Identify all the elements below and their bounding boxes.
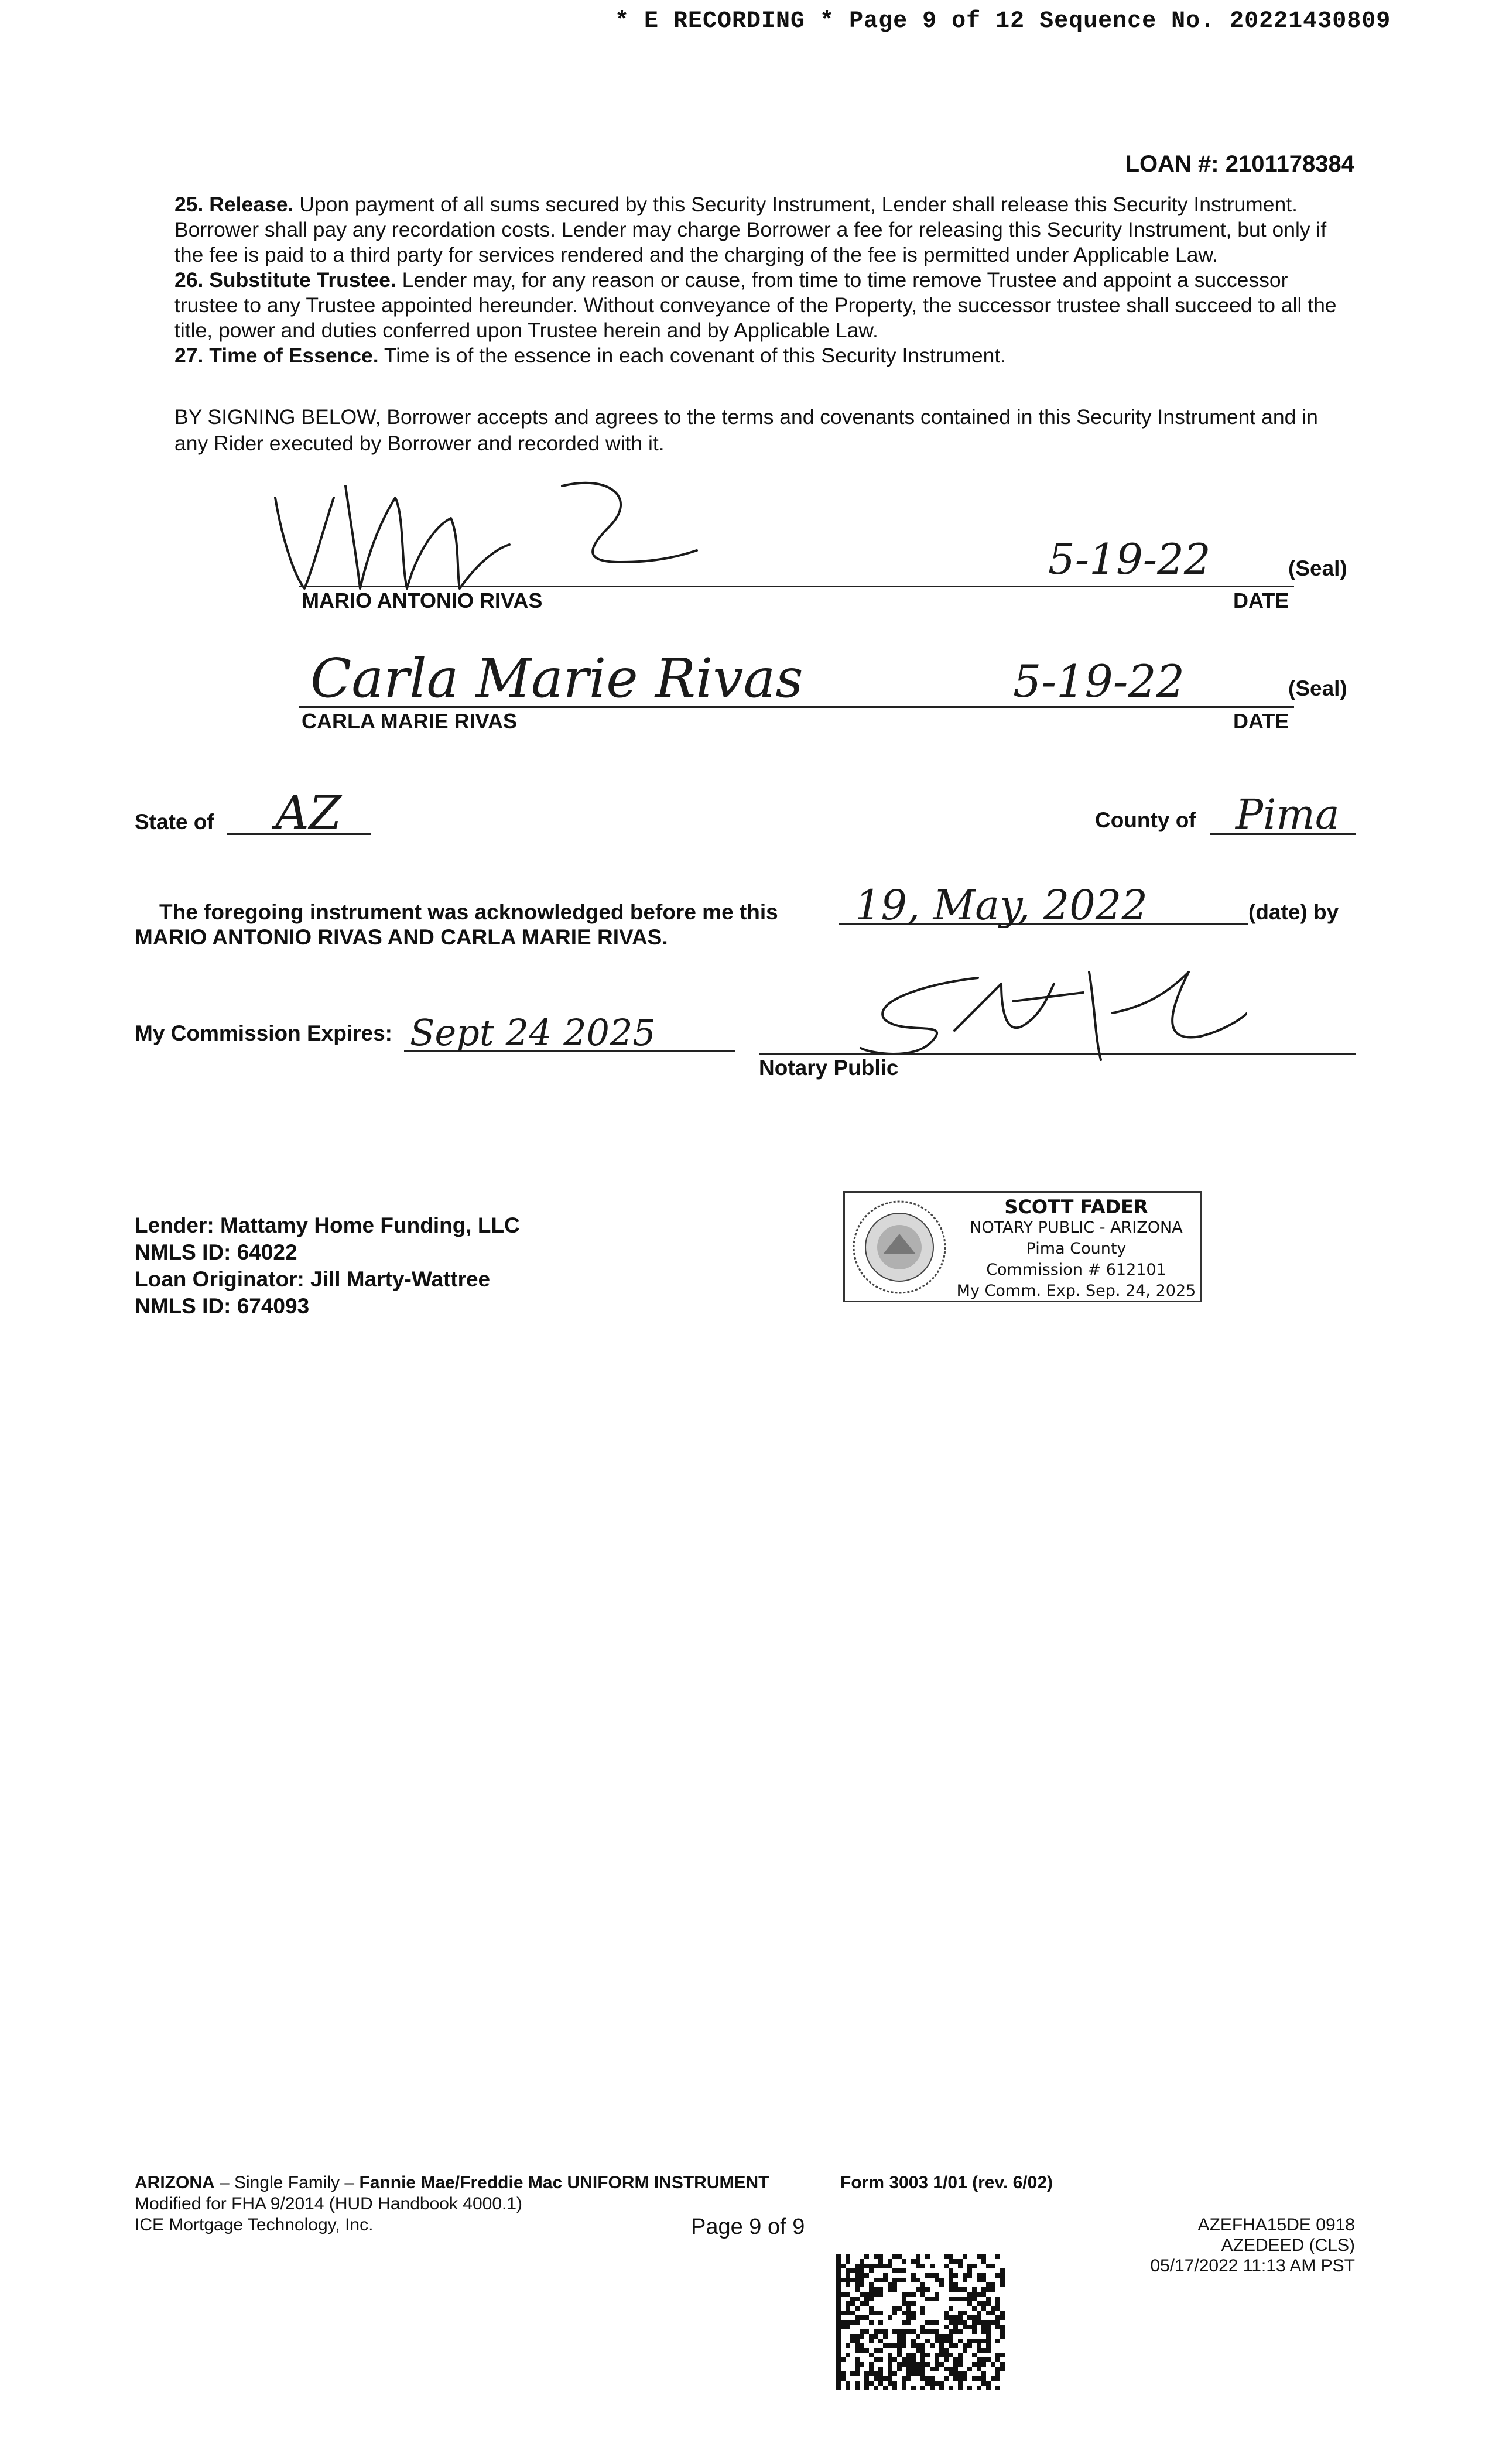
carla-name: CARLA MARIE RIVAS <box>302 709 517 733</box>
acknowledged-parties: MARIO ANTONIO RIVAS AND CARLA MARIE RIVAS. <box>135 925 668 949</box>
stamp-commission: Commission # 612101 <box>986 1261 1166 1279</box>
notary-stamp <box>843 1191 1202 1302</box>
svg-text:Sept 24 2025: Sept 24 2025 <box>410 1011 656 1051</box>
svg-text:AZ: AZ <box>275 785 342 834</box>
section-title: Substitute Trustee. <box>209 268 396 292</box>
acknowledged-date-handwritten <box>843 872 1253 931</box>
stamp-title: NOTARY PUBLIC - ARIZONA <box>970 1219 1183 1237</box>
covenant-sections <box>135 192 1355 368</box>
lender-nmls: NMLS ID: 64022 <box>135 1240 297 1264</box>
section-title: Time of Essence. <box>209 344 379 367</box>
carla-date-handwritten <box>1007 650 1288 711</box>
county-label: County of <box>1095 808 1196 832</box>
carla-date-label: DATE <box>1233 709 1289 733</box>
signing-statement: BY SIGNING BELOW, Borrower accepts and agrees to the terms and covenants contained in this Security Instrument and in any Rider executed by Borrower and recorded with it. <box>174 405 1318 455</box>
loan-originator: Loan Originator: Jill Marty-Wattree <box>135 1267 491 1291</box>
carla-signature-image <box>304 644 890 711</box>
svg-text:19, May, 2022: 19, May, 2022 <box>855 881 1148 928</box>
footer-line2: Modified for FHA 9/2014 (HUD Handbook 4000.1) <box>135 2194 523 2213</box>
mario-signature-image <box>258 463 703 603</box>
arizona-seal-icon <box>851 1199 948 1296</box>
mario-date-handwritten <box>1036 533 1300 588</box>
stamp-county: Pima County <box>1026 1240 1127 1258</box>
notary-signature-image <box>837 960 1247 1066</box>
section-27: 27. Time of Essence. Time is of the essence in each covenant of this Security Instrument. <box>174 344 1007 367</box>
state-label: State of <box>135 810 214 834</box>
commission-label: My Commission Expires: <box>135 1021 393 1045</box>
mario-signature-line <box>299 586 1294 587</box>
lender-info <box>135 1212 520 1320</box>
footer-line3: ICE Mortgage Technology, Inc. <box>135 2215 374 2234</box>
recording-header: * E RECORDING * Page 9 of 12 Sequence No. 20221430809 <box>615 8 1391 35</box>
svg-text:Carla Marie Rivas: Carla Marie Rivas <box>310 647 803 709</box>
loan-number: LOAN #: 2101178384 <box>1125 151 1354 177</box>
section-title: Release. <box>209 193 294 216</box>
footer-timestamp: 05/17/2022 11:13 AM PST <box>1150 2256 1355 2275</box>
svg-text:Pima: Pima <box>1236 790 1340 834</box>
footer-form: Form 3003 1/01 (rev. 6/02) <box>840 2173 1053 2192</box>
section-25: 25. Release. Upon payment of all sums secured by this Security Instrument, Lender shall release this Security Instrument. Borrower shall pay any recordation costs. Lender may charge Borrower a fee for releasing this Security Instrument, but only if the fee is paid to a third party for services rendered and the charging of the fee is permitted under Applicable Law. <box>174 193 1327 266</box>
carla-signature-line <box>299 706 1294 708</box>
acknowledged-text: The foregoing instrument was acknowledged before me this <box>159 900 778 924</box>
date-suffix: (date) by <box>1248 900 1339 924</box>
state-value-handwritten <box>269 779 375 837</box>
carla-seal: (Seal) <box>1288 676 1347 700</box>
originator-nmls: NMLS ID: 674093 <box>135 1294 310 1318</box>
barcode-icon <box>836 2254 1005 2390</box>
svg-text:5-19-22: 5-19-22 <box>1048 535 1211 584</box>
footer-code2: AZEDEED (CLS) <box>1221 2236 1355 2255</box>
footer-left <box>135 2172 769 2236</box>
footer-right <box>1150 2215 1355 2276</box>
svg-text:5-19-22: 5-19-22 <box>1013 655 1185 707</box>
footer-page: Page 9 of 9 <box>691 2215 805 2239</box>
footer-code1: AZEFHA15DE 0918 <box>1197 2215 1355 2234</box>
stamp-name: SCOTT FADER <box>1004 1196 1148 1218</box>
notary-public-label: Notary Public <box>759 1056 899 1080</box>
section-26: 26. Substitute Trustee. Lender may, for any reason or cause, from time to time remove Trustee and appoint a successor trustee to any Trustee appointed hereunder. Without conveyance of the Property, the successor trustee shall succeed to all the title, power and duties conferred upon Trustee herein and by Applicable Law. <box>174 268 1337 342</box>
commission-value-handwritten <box>404 1001 738 1054</box>
mario-name: MARIO ANTONIO RIVAS <box>302 588 543 612</box>
mario-date-label: DATE <box>1233 588 1289 612</box>
county-value-handwritten <box>1230 782 1358 837</box>
footer-line1: ARIZONA – Single Family – Fannie Mae/Freddie Mac UNIFORM INSTRUMENT <box>135 2173 769 2192</box>
notary-signature-line <box>759 1053 1356 1055</box>
mario-seal: (Seal) <box>1288 556 1347 580</box>
lender-name: Lender: Mattamy Home Funding, LLC <box>135 1213 520 1237</box>
stamp-expires: My Comm. Exp. Sep. 24, 2025 <box>956 1282 1196 1300</box>
